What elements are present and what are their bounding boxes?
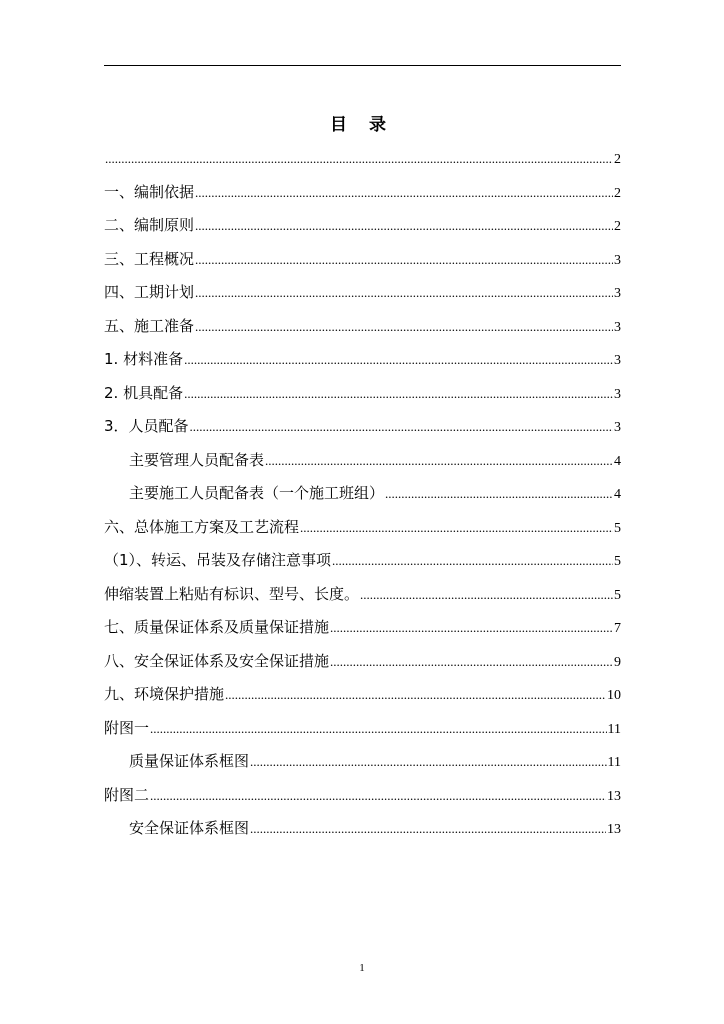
toc-entry-page: 5 xyxy=(614,554,621,569)
toc-entry-label: （1）、转运、吊装及存储注意事项 xyxy=(104,551,332,569)
toc-entry-page: 10 xyxy=(607,688,621,703)
toc-entry[interactable] xyxy=(104,243,621,277)
toc-entry-label: 3．人员配备 xyxy=(104,417,189,435)
toc-entry[interactable] xyxy=(104,276,621,310)
toc-entry[interactable] xyxy=(104,343,621,377)
toc-entry-page: 2 xyxy=(614,185,621,201)
toc-entry-page: 9 xyxy=(614,654,621,670)
toc-dot-leader xyxy=(330,611,613,645)
toc-entry[interactable] xyxy=(104,477,621,511)
toc-entry-label: 九、环境保护措施 xyxy=(104,685,225,703)
page-number: 1 xyxy=(359,962,365,974)
toc-entry-label: 四、工期计划 xyxy=(104,283,195,301)
toc-dot-leader xyxy=(330,645,613,679)
toc-entry-label: 1. 材料准备 xyxy=(104,350,184,368)
toc-entry-label: 附图二 xyxy=(104,785,150,804)
toc-entry-page: 7 xyxy=(614,621,621,636)
toc-entry[interactable] xyxy=(104,678,621,712)
toc-entry-label: 三、工程概况 xyxy=(104,249,195,268)
toc-entry[interactable] xyxy=(104,712,621,746)
toc-entry-page: 3 xyxy=(614,319,621,335)
toc-entry-label: 伸缩装置上粘贴有标识、型号、长度。 xyxy=(104,584,360,603)
toc-dot-leader xyxy=(250,745,607,779)
toc-entry[interactable] xyxy=(104,745,621,779)
toc-entry[interactable] xyxy=(104,544,621,578)
toc-entry-page: 3 xyxy=(614,353,621,368)
toc-entry-page: 5 xyxy=(614,587,621,603)
header-rule xyxy=(104,65,621,66)
toc-entry[interactable] xyxy=(104,410,621,444)
toc-entry[interactable] xyxy=(104,310,621,344)
toc-entry[interactable] xyxy=(104,611,621,645)
toc-entry[interactable] xyxy=(104,779,621,813)
toc-dot-leader xyxy=(195,243,613,277)
toc-entry-label: 一、编制依据 xyxy=(104,182,195,201)
toc-entry-page: 3 xyxy=(614,420,621,435)
toc-dot-leader xyxy=(150,779,606,813)
toc-entry-page: 13 xyxy=(607,788,621,804)
toc-entry-page: 2 xyxy=(614,219,621,234)
toc-entry-label: 2. 机具配备 xyxy=(104,383,184,402)
toc-entry[interactable] xyxy=(104,142,621,176)
toc-dot-leader xyxy=(250,812,606,846)
toc-dot-leader xyxy=(150,712,607,746)
toc-entry[interactable] xyxy=(104,812,621,846)
toc-entry[interactable] xyxy=(104,511,621,545)
toc-entry-page: 3 xyxy=(614,286,621,301)
toc-entry[interactable] xyxy=(104,578,621,612)
toc-entry-label: 主要管理人员配备表 xyxy=(129,450,265,469)
toc-entry-label: 六、总体施工方案及工艺流程 xyxy=(104,517,300,536)
toc-dot-leader xyxy=(265,444,613,478)
table-of-contents xyxy=(104,142,621,846)
toc-dot-leader xyxy=(385,477,613,511)
toc-entry[interactable] xyxy=(104,209,621,243)
toc-entry-label: 附图一 xyxy=(104,718,150,737)
toc-entry-label: 主要施工人员配备表（一个施工班组） xyxy=(129,484,385,502)
toc-entry[interactable] xyxy=(104,645,621,679)
toc-entry[interactable] xyxy=(104,377,621,411)
toc-entry-label: 五、施工准备 xyxy=(104,316,195,335)
toc-dot-leader xyxy=(225,678,606,712)
toc-entry[interactable] xyxy=(104,176,621,210)
toc-entry-page: 4 xyxy=(614,453,621,469)
toc-entry-label: 安全保证体系框图 xyxy=(129,819,250,837)
toc-dot-leader xyxy=(190,410,613,444)
toc-dot-leader xyxy=(184,377,613,411)
toc-entry[interactable] xyxy=(104,444,621,478)
toc-entry-label: 二、编制原则 xyxy=(104,216,195,234)
toc-title: 目 录 xyxy=(330,115,394,135)
toc-entry-label: 质量保证体系框图 xyxy=(129,752,250,770)
toc-dot-leader xyxy=(360,578,613,612)
toc-entry-page: 13 xyxy=(607,822,621,837)
toc-entry-label: 八、安全保证体系及安全保证措施 xyxy=(104,651,330,670)
toc-dot-leader xyxy=(195,310,613,344)
toc-entry-page: 2 xyxy=(614,152,621,167)
toc-entry-page: 11 xyxy=(607,755,621,770)
toc-dot-leader xyxy=(105,142,613,176)
toc-dot-leader xyxy=(332,544,613,578)
toc-entry-page: 3 xyxy=(614,386,621,402)
toc-dot-leader xyxy=(195,176,613,210)
toc-entry-page: 3 xyxy=(614,252,621,268)
toc-entry-page: 4 xyxy=(614,487,621,502)
toc-dot-leader xyxy=(300,511,613,545)
toc-dot-leader xyxy=(184,343,613,377)
toc-entry-page: 11 xyxy=(607,721,621,737)
toc-entry-label: 七、质量保证体系及质量保证措施 xyxy=(104,618,330,636)
toc-dot-leader xyxy=(195,276,613,310)
toc-dot-leader xyxy=(195,209,613,243)
toc-entry-page: 5 xyxy=(614,520,621,536)
